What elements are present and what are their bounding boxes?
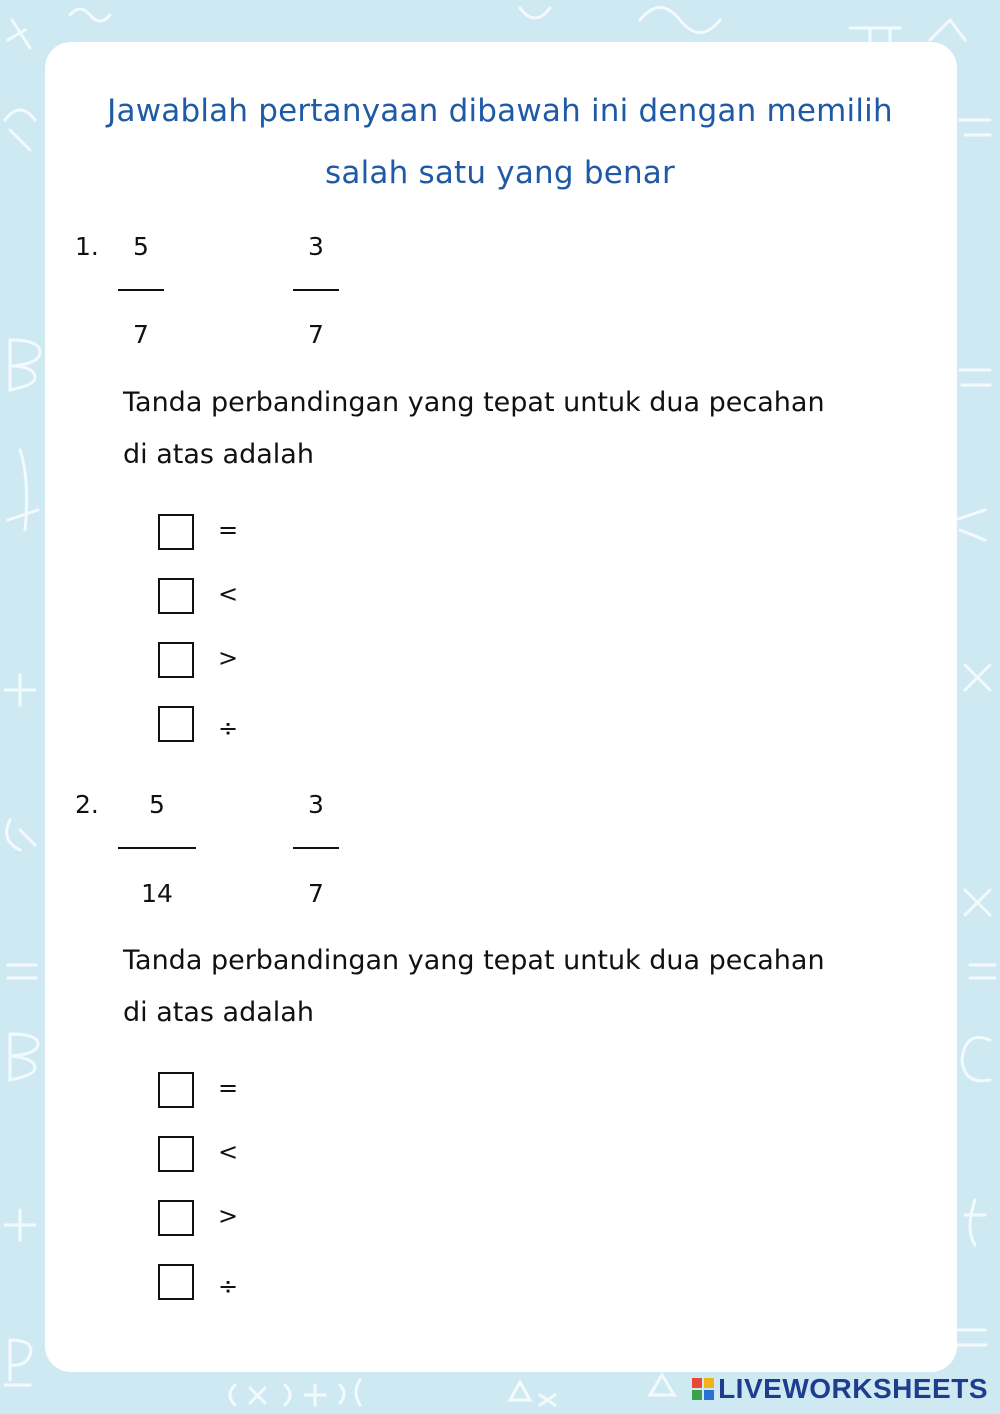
liveworksheets-logo-icon <box>692 1378 714 1400</box>
prompt-line-2: di atas adalah <box>123 997 314 1028</box>
logo-square <box>692 1378 702 1388</box>
option-label: ÷ <box>218 1272 239 1300</box>
fraction-a-denominator: 14 <box>141 879 173 908</box>
checkbox[interactable] <box>158 578 194 614</box>
prompt-line-1: Tanda perbandingan yang tepat untuk dua pecahan <box>123 387 825 418</box>
option-label: = <box>218 516 239 544</box>
title-line-2: salah satu yang benar <box>325 155 675 191</box>
checkbox[interactable] <box>158 706 194 742</box>
checkbox[interactable] <box>158 514 194 550</box>
option-label: > <box>218 1202 239 1230</box>
question-number: 1. <box>75 232 99 261</box>
prompt-line-1: Tanda perbandingan yang tepat untuk dua pecahan <box>123 945 825 976</box>
question-prompt <box>123 935 883 1039</box>
fraction-b-numerator: 3 <box>308 790 324 819</box>
fraction-a-denominator: 7 <box>133 320 149 349</box>
fraction-a-numerator: 5 <box>133 232 149 261</box>
checkbox[interactable] <box>158 1072 194 1108</box>
checkbox[interactable] <box>158 642 194 678</box>
fraction-b-bar <box>293 289 339 291</box>
logo-square <box>704 1378 714 1388</box>
fraction-b-denominator: 7 <box>308 320 324 349</box>
fraction-b-bar <box>293 847 339 849</box>
option-label: = <box>218 1074 239 1102</box>
checkbox[interactable] <box>158 1136 194 1172</box>
logo-square <box>692 1390 702 1400</box>
fraction-b-numerator: 3 <box>308 232 324 261</box>
brand-text: LIVEWORKSHEETS <box>718 1373 988 1404</box>
fraction-b-denominator: 7 <box>308 879 324 908</box>
checkbox[interactable] <box>158 1200 194 1236</box>
logo-square <box>704 1390 714 1400</box>
option-label: < <box>218 1138 239 1166</box>
instructions-title <box>0 80 1000 204</box>
prompt-line-2: di atas adalah <box>123 439 314 470</box>
option-label: ÷ <box>218 714 239 742</box>
option-label: > <box>218 644 239 672</box>
question-number: 2. <box>75 790 99 819</box>
option-label: < <box>218 580 239 608</box>
fraction-a-bar <box>118 289 164 291</box>
checkbox[interactable] <box>158 1264 194 1300</box>
title-line-1: Jawablah pertanyaan dibawah ini dengan memilih <box>107 93 893 129</box>
fraction-a-numerator: 5 <box>149 790 165 819</box>
question-prompt <box>123 377 883 481</box>
liveworksheets-brand <box>692 1374 988 1404</box>
fraction-a-bar <box>118 847 196 849</box>
